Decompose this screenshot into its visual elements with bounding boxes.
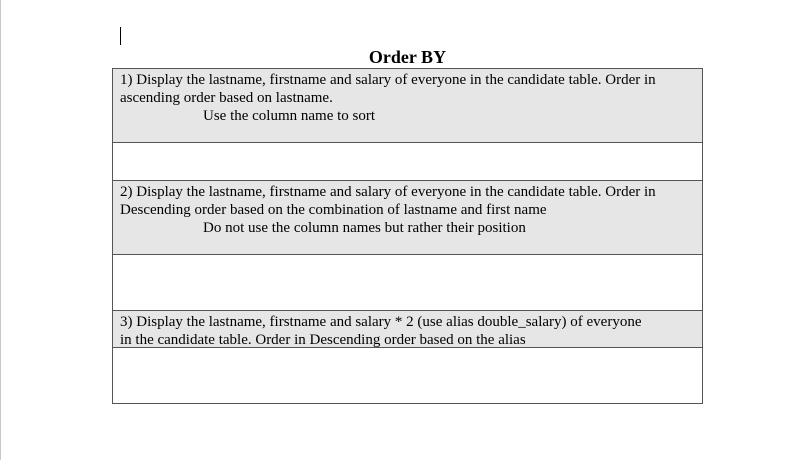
question-3-line-1: 3) Display the lastname, firstname and salary * 2 (use alias double_salary) of everyone <box>120 314 642 330</box>
question-3-cell <box>113 311 702 348</box>
question-1-line-1: 1) Display the lastname, firstname and salary of everyone in the candidate table. Order in <box>120 72 656 88</box>
question-1-cell <box>113 69 702 143</box>
question-2-cell <box>113 181 702 255</box>
text-cursor <box>120 27 121 45</box>
page-title: Order BY <box>368 47 447 67</box>
question-1-line-2: ascending order based on lastname. <box>120 90 333 106</box>
answer-1-cell[interactable] <box>113 143 702 181</box>
answer-2-cell[interactable] <box>113 255 702 311</box>
question-2-note: Do not use the column names but rather their position <box>203 220 526 236</box>
question-1-note: Use the column name to sort <box>203 108 376 124</box>
exercise-table <box>112 68 703 404</box>
question-3-line-2: in the candidate table. Order in Descending order based on the alias <box>120 332 526 348</box>
question-2-line-1: 2) Display the lastname, firstname and salary of everyone in the candidate table. Order in <box>120 184 656 200</box>
answer-3-cell[interactable] <box>113 348 702 403</box>
question-2-line-2: Descending order based on the combination of lastname and first name <box>120 202 547 218</box>
page-left-edge <box>0 0 1 460</box>
